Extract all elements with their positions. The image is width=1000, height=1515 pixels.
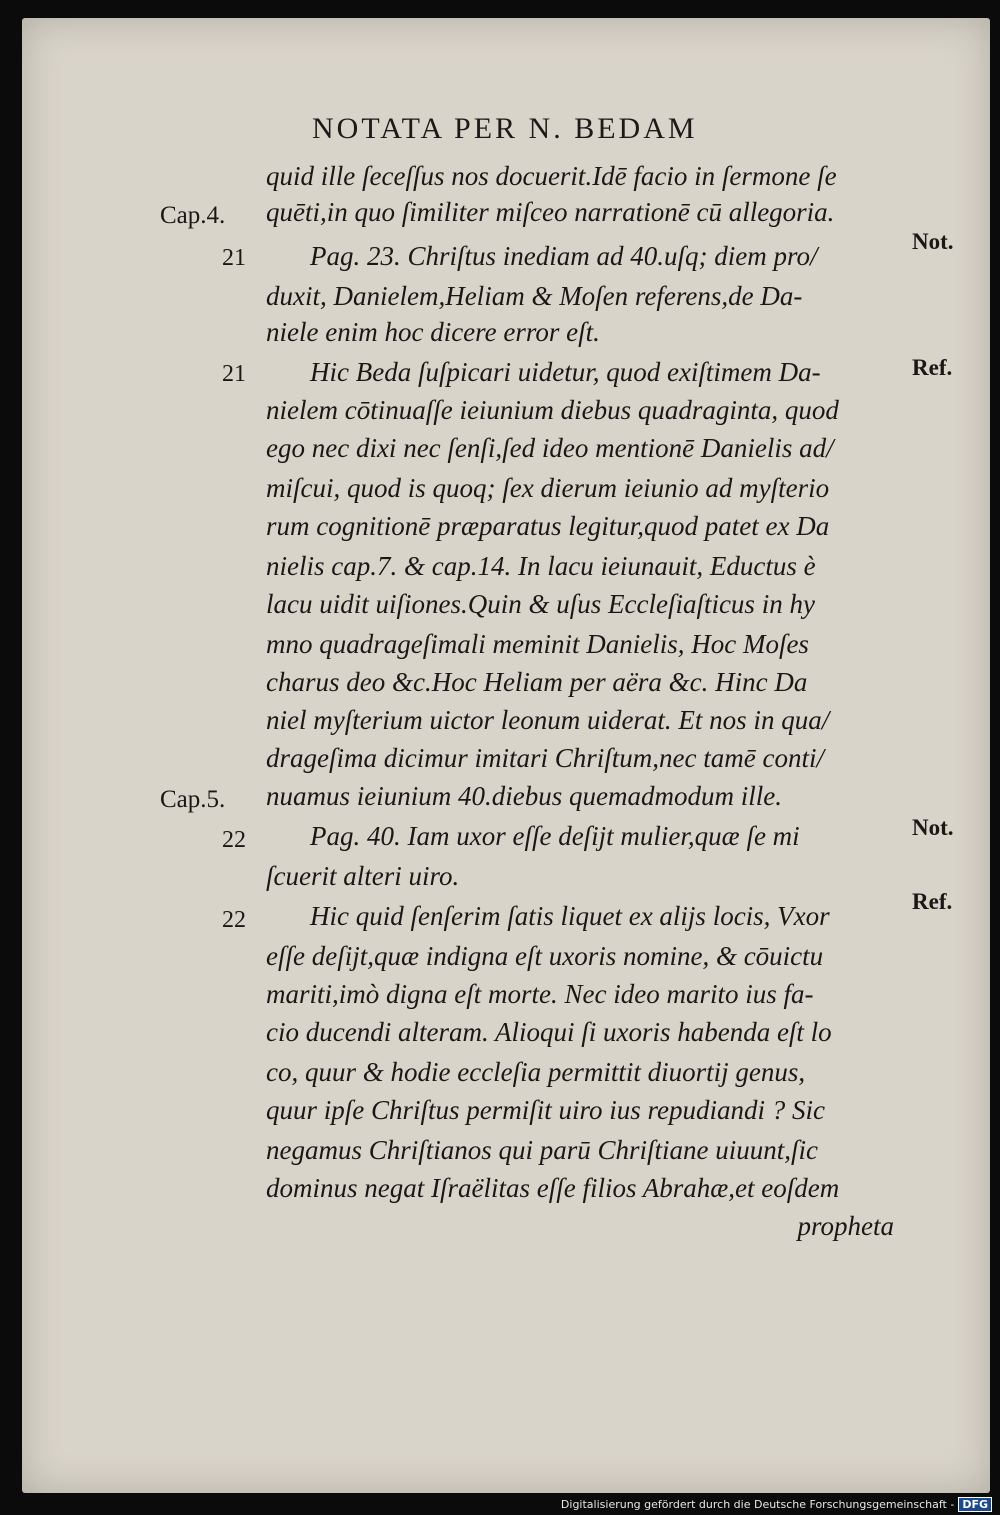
- text-line: niele enim hoc dicere error eſt.: [266, 317, 600, 347]
- text-line: eſſe deſijt,quæ indigna eſt uxoris nomine, & cōuictu: [266, 941, 824, 971]
- footer-text: Digitalisierung gefördert durch die Deutsche Forschungsgemeinschaft -: [560, 1498, 955, 1511]
- margin-chapter-label: Cap.4.: [160, 202, 226, 229]
- margin-note-label: Ref.: [912, 355, 953, 380]
- text-line: quid ille ſeceſſus nos docuerit.Idē facio in ſermone ſe: [266, 161, 837, 191]
- margin-note-label: Ref.: [912, 889, 953, 914]
- margin-chapter-label: Cap.5.: [160, 786, 226, 813]
- text-line: drageſima dicimur imitari Chriſtum,nec tamē conti/: [266, 743, 824, 773]
- text-line: nielem cōtinuaſſe ieiunium diebus quadraginta, quod: [266, 395, 839, 425]
- text-line: charus deo &c.Hoc Heliam per aëra &c. Hinc Da: [266, 667, 808, 697]
- text-line: lacu uidit uiſiones.Quin & uſus Eccleſiaſticus in hy: [266, 589, 815, 619]
- text-line: ſcuerit alteri uiro.: [266, 861, 460, 891]
- text-line: ego nec dixi nec ſenſi,ſed ideo mentionē Danielis ad/: [266, 433, 834, 463]
- text-line: duxit, Danielem,Heliam & Moſen referens,de Da-: [266, 281, 803, 311]
- funding-footer: [561, 1497, 992, 1512]
- text-line: negamus Chriſtianos qui parū Chriſtiane uiuunt,ſic: [266, 1135, 819, 1165]
- text-line: rum cognitionē præparatus legitur,quod patet ex Da: [266, 511, 830, 541]
- text-line: dominus negat Iſraëlitas eſſe filios Abrahæ,et eoſdem: [266, 1173, 840, 1203]
- text-line: miſcui, quod is quoq; ſex dierum ieiunio ad myſterio: [266, 473, 830, 503]
- text-line: Pag. 40. Iam uxor eſſe deſijt mulier,quæ ſe mi: [310, 821, 800, 851]
- text-line: niel myſterium uictor leonum uiderat. Et nos in qua/: [266, 705, 830, 735]
- text-line: mariti,imò digna eſt morte. Nec ideo marito ius fa-: [266, 979, 814, 1009]
- text-line: nuamus ieiunium 40.diebus quemadmodum ille.: [266, 781, 782, 811]
- text-line: Hic quid ſenſerim ſatis liquet ex alijs locis, Vxor: [310, 901, 830, 931]
- dfg-logo: DFG: [958, 1497, 992, 1512]
- margin-number: 21: [222, 245, 246, 271]
- running-head: NOTATA PER N. BEDAM: [312, 112, 698, 145]
- margin-note-label: Not.: [912, 815, 954, 840]
- text-line: Pag. 23. Chriſtus inediam ad 40.uſq; diem pro/: [310, 241, 818, 271]
- text-line: quur ipſe Chriſtus permiſit uiro ius repudiandi ? Sic: [266, 1095, 826, 1125]
- text-line: quēti,in quo ſimiliter miſceo narrationē cū allegoria.: [266, 197, 835, 227]
- text-line: Hic Beda ſuſpicari uidetur, quod exiſtimem Da-: [310, 357, 821, 387]
- margin-number: 22: [222, 827, 246, 853]
- text-line: mno quadrageſimali meminit Danielis, Hoc Moſes: [266, 629, 809, 659]
- text-line: cio ducendi alteram. Alioqui ſi uxoris habenda eſt lo: [266, 1017, 832, 1047]
- margin-number: 22: [222, 907, 246, 933]
- margin-note-label: Not.: [912, 229, 954, 254]
- text-line: co, quur & hodie eccleſia permittit diuortij genus,: [266, 1057, 806, 1087]
- text-line: nielis cap.7. & cap.14. In lacu ieiunauit, Eductus è: [266, 551, 816, 581]
- catchword: propheta: [797, 1211, 894, 1241]
- margin-number: 21: [222, 361, 246, 387]
